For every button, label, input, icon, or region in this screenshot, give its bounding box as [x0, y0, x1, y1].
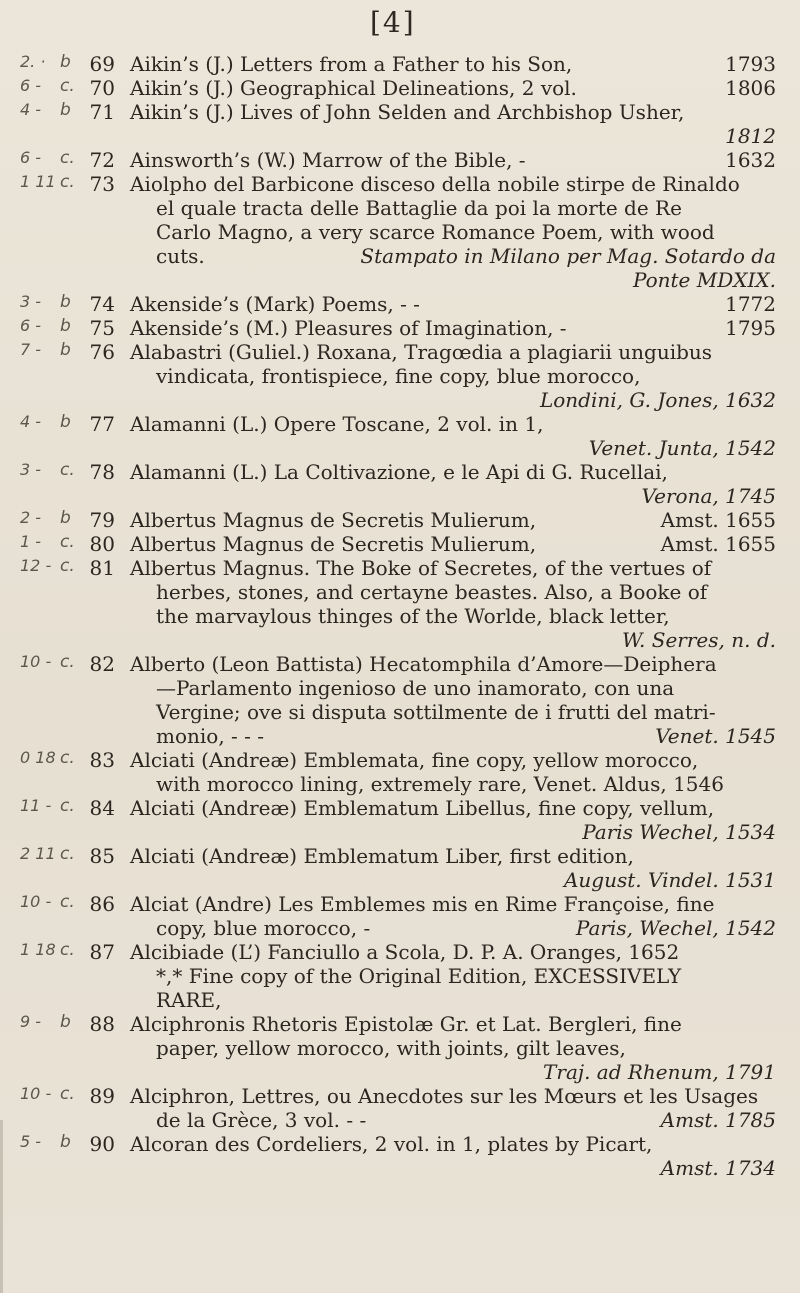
lot-number: 90 [89, 1132, 115, 1156]
lot-number: 75 [89, 316, 115, 340]
imprint-text: Paris Wechel, 1534 [582, 820, 776, 844]
entry-line [130, 1108, 776, 1132]
entry-description [130, 1012, 776, 1084]
title-text: Alciati (Andreæ) Emblematum Libellus, fine copy, vellum, [130, 796, 715, 820]
margin-annotation: 1 11 [20, 172, 56, 191]
handwritten-mark: c. [60, 172, 75, 192]
title-text: Alamanni (L.) Opere Toscane, 2 vol. in 1, [130, 412, 544, 436]
lot-number: 76 [89, 340, 115, 364]
handwritten-mark: c. [60, 748, 75, 768]
margin-annotation: 7 - [20, 340, 42, 359]
entry-description [130, 892, 776, 940]
lot-number: 86 [89, 892, 115, 916]
lot-number: 78 [89, 460, 115, 484]
catalogue-entry [0, 1132, 800, 1180]
entry-line [130, 148, 776, 172]
margin-annotation: 0 18 [20, 748, 56, 767]
lot-number: 83 [89, 748, 115, 772]
handwritten-mark: c. [60, 940, 75, 960]
entry-description [130, 316, 776, 340]
title-text: Albertus Magnus de Secretis Mulierum, [130, 532, 537, 556]
entry-description [130, 844, 776, 892]
margin-annotation: 10 - [20, 892, 52, 911]
margin-annotation: 6 - [20, 316, 42, 335]
entry-line [130, 244, 776, 268]
lot-number: 72 [89, 148, 115, 172]
handwritten-mark: b [60, 52, 71, 72]
lot-number: 81 [89, 556, 115, 580]
handwritten-mark: c. [60, 892, 75, 912]
entry-description [130, 460, 776, 508]
continuation-text: Vergine; ove si disputa sottilmente de i frutti del matri- [156, 700, 716, 724]
entry-description [130, 100, 776, 148]
catalogue-entry [0, 76, 800, 100]
handwritten-mark: b [60, 1012, 71, 1032]
imprint-text: Amst. 1655 [660, 508, 776, 532]
handwritten-mark: c. [60, 148, 75, 168]
title-text: Alciati (Andreæ) Emblematum Liber, first edition, [130, 844, 634, 868]
catalogue-entry [0, 316, 800, 340]
handwritten-mark: b [60, 100, 71, 120]
catalogue-entry [0, 940, 800, 1012]
imprint-text: W. Serres, n. d. [621, 628, 776, 652]
entry-description [130, 1084, 776, 1132]
title-text: Akenside’s (Mark) Poems, - - [130, 292, 420, 316]
title-text: Ainsworth’s (W.) Marrow of the Bible, - [130, 148, 526, 172]
catalogue-entry [0, 412, 800, 460]
title-text: Alciphronis Rhetoris Epistolæ Gr. et Lat. Bergleri, fine [130, 1012, 682, 1036]
continuation-text: Carlo Magno, a very scarce Romance Poem, with wood [156, 220, 715, 244]
entry-description [130, 556, 776, 652]
entry-description [130, 532, 776, 556]
catalogue-entry [0, 532, 800, 556]
catalogue-entry [0, 844, 800, 892]
title-text: Aiolpho del Barbicone disceso della nobile stirpe de Rinaldo [130, 172, 740, 196]
continuation-text: el quale tracta delle Battaglie da poi la morte de Re [156, 196, 682, 220]
imprint-text: Verona, 1745 [641, 484, 776, 508]
title-text: Alciat (Andre) Les Emblemes mis en Rime Françoise, fine [130, 892, 715, 916]
handwritten-mark: b [60, 340, 71, 360]
margin-annotation: 6 - [20, 76, 42, 95]
handwritten-mark: b [60, 316, 71, 336]
margin-annotation: 9 - [20, 1012, 42, 1031]
catalogue-entry [0, 556, 800, 652]
handwritten-mark: b [60, 508, 71, 528]
entry-description [130, 172, 776, 292]
imprint-text: Amst. 1655 [660, 532, 776, 556]
handwritten-mark: b [60, 412, 71, 432]
entry-description [130, 412, 776, 460]
margin-annotation: 4 - [20, 100, 42, 119]
continuation-text: vindicata, frontispiece, fine copy, blue morocco, [156, 364, 641, 388]
entry-description [130, 148, 776, 172]
imprint-text: Venet. Junta, 1542 [588, 436, 776, 460]
imprint-text: Amst. 1734 [660, 1156, 776, 1180]
imprint-text: 1795 [725, 316, 776, 340]
imprint-text: August. Vindel. 1531 [563, 868, 776, 892]
margin-annotation: 2 11 [20, 844, 56, 863]
continuation-text: *,* Fine copy of the Original Edition, EXCESSIVELY [156, 964, 682, 988]
title-text: Aikin’s (J.) Lives of John Selden and Archbishop Usher, [130, 100, 685, 124]
continuation-text: the marvaylous thinges of the Worlde, black letter, [156, 604, 670, 628]
entry-description [130, 292, 776, 316]
catalogue-entry [0, 748, 800, 796]
entry-line [130, 532, 776, 556]
margin-annotation: 1 18 [20, 940, 56, 959]
lot-number: 74 [89, 292, 115, 316]
lot-number: 85 [89, 844, 115, 868]
imprint-text: 1632 [725, 148, 776, 172]
handwritten-mark: c. [60, 460, 75, 480]
entry-description [130, 940, 776, 1012]
catalogue-entry [0, 508, 800, 532]
title-text: Alamanni (L.) La Coltivazione, e le Api di G. Rucellai, [130, 460, 668, 484]
imprint-text: 1793 [725, 52, 776, 76]
continuation-text: monio, - - - [156, 724, 265, 748]
lot-number: 87 [89, 940, 115, 964]
entry-description [130, 1132, 776, 1180]
margin-annotation: 10 - [20, 652, 52, 671]
entry-line [130, 52, 776, 76]
entry-list [0, 52, 800, 1180]
entry-description [130, 748, 776, 796]
handwritten-mark: c. [60, 556, 75, 576]
continuation-text: RARE, [156, 988, 222, 1012]
entry-description [130, 76, 776, 100]
margin-annotation: 2 - [20, 508, 42, 527]
catalogue-entry [0, 100, 800, 148]
handwritten-mark: b [60, 1132, 71, 1152]
entry-description [130, 340, 776, 412]
catalogue-entry [0, 52, 800, 76]
catalogue-entry [0, 892, 800, 940]
margin-annotation: 11 - [20, 796, 52, 815]
handwritten-mark: c. [60, 844, 75, 864]
catalogue-entry [0, 460, 800, 508]
entry-description [130, 796, 776, 844]
imprint-text: Venet. 1545 [655, 724, 776, 748]
continuation-text: —Parlamento ingenioso de uno inamorato, con una [156, 676, 675, 700]
catalogue-entry [0, 292, 800, 316]
imprint-text: Stampato in Milano per Mag. Sotardo da [360, 244, 776, 268]
imprint-text: 1806 [725, 76, 776, 100]
continuation-text: cuts. [156, 244, 205, 268]
title-text: Alciphron, Lettres, ou Anecdotes sur les Mœurs et les Usages [130, 1084, 759, 1108]
lot-number: 71 [89, 100, 115, 124]
imprint-text: Traj. ad Rhenum, 1791 [543, 1060, 776, 1084]
entry-line [130, 292, 776, 316]
catalogue-entry [0, 148, 800, 172]
title-text: Aikin’s (J.) Geographical Delineations, 2 vol. [130, 76, 577, 100]
handwritten-mark: c. [60, 652, 75, 672]
handwritten-mark: c. [60, 796, 75, 816]
handwritten-mark: c. [60, 1084, 75, 1104]
catalogue-entry [0, 340, 800, 412]
entry-description [130, 52, 776, 76]
continuation-text: paper, yellow morocco, with joints, gilt leaves, [156, 1036, 626, 1060]
catalogue-entry [0, 1084, 800, 1132]
continuation-text: herbes, stones, and certayne beastes. Also, a Booke of [156, 580, 708, 604]
entry-line [130, 76, 776, 100]
imprint-text: Londini, G. Jones, 1632 [539, 388, 776, 412]
title-text: Alciati (Andreæ) Emblemata, fine copy, yellow morocco, [130, 748, 699, 772]
lot-number: 82 [89, 652, 115, 676]
imprint-text: Amst. 1785 [660, 1108, 776, 1132]
imprint-text: Ponte MDXIX. [632, 268, 776, 292]
continuation-text: de la Grèce, 3 vol. - - [156, 1108, 367, 1132]
margin-annotation: 12 - [20, 556, 52, 575]
catalogue-entry [0, 1012, 800, 1084]
lot-number: 80 [89, 532, 115, 556]
handwritten-mark: c. [60, 532, 75, 552]
handwritten-mark: b [60, 292, 71, 312]
entry-line [130, 316, 776, 340]
title-text: Aikin’s (J.) Letters from a Father to his Son, [130, 52, 573, 76]
margin-annotation: 10 - [20, 1084, 52, 1103]
imprint-text: 1812 [725, 124, 776, 148]
margin-annotation: 1 - [20, 532, 42, 551]
continuation-text: with morocco lining, extremely rare, Venet. Aldus, 1546 [156, 772, 724, 796]
entry-line [130, 724, 776, 748]
lot-number: 69 [89, 52, 115, 76]
lot-number: 89 [89, 1084, 115, 1108]
margin-annotation: 3 - [20, 292, 42, 311]
title-text: Alabastri (Guliel.) Roxana, Tragœdia a plagiarii unguibus [130, 340, 713, 364]
title-text: Albertus Magnus. The Boke of Secretes, of the vertues of [130, 556, 712, 580]
entry-line [130, 508, 776, 532]
continuation-text: copy, blue morocco, - [156, 916, 371, 940]
lot-number: 84 [89, 796, 115, 820]
title-text: Alcibiade (L’) Fanciullo a Scola, D. P. A. Oranges, 1652 [130, 940, 680, 964]
margin-annotation: 2. · [20, 52, 46, 71]
catalogue-entry [0, 796, 800, 844]
title-text: Alberto (Leon Battista) Hecatomphila d’Amore—Deiphera [130, 652, 717, 676]
margin-annotation: 4 - [20, 412, 42, 431]
lot-number: 70 [89, 76, 115, 100]
imprint-text: Paris, Wechel, 1542 [575, 916, 776, 940]
entry-description [130, 508, 776, 532]
lot-number: 73 [89, 172, 115, 196]
lot-number: 88 [89, 1012, 115, 1036]
imprint-text: 1772 [725, 292, 776, 316]
page-number: [4] [370, 6, 416, 39]
entry-line [130, 916, 776, 940]
entry-description [130, 652, 776, 748]
title-text: Akenside’s (M.) Pleasures of Imagination, - [130, 316, 567, 340]
handwritten-mark: c. [60, 76, 75, 96]
title-text: Albertus Magnus de Secretis Mulierum, [130, 508, 537, 532]
catalogue-entry [0, 652, 800, 748]
catalogue-entry [0, 172, 800, 292]
margin-annotation: 3 - [20, 460, 42, 479]
lot-number: 77 [89, 412, 115, 436]
title-text: Alcoran des Cordeliers, 2 vol. in 1, plates by Picart, [130, 1132, 653, 1156]
margin-annotation: 5 - [20, 1132, 42, 1151]
lot-number: 79 [89, 508, 115, 532]
margin-annotation: 6 - [20, 148, 42, 167]
